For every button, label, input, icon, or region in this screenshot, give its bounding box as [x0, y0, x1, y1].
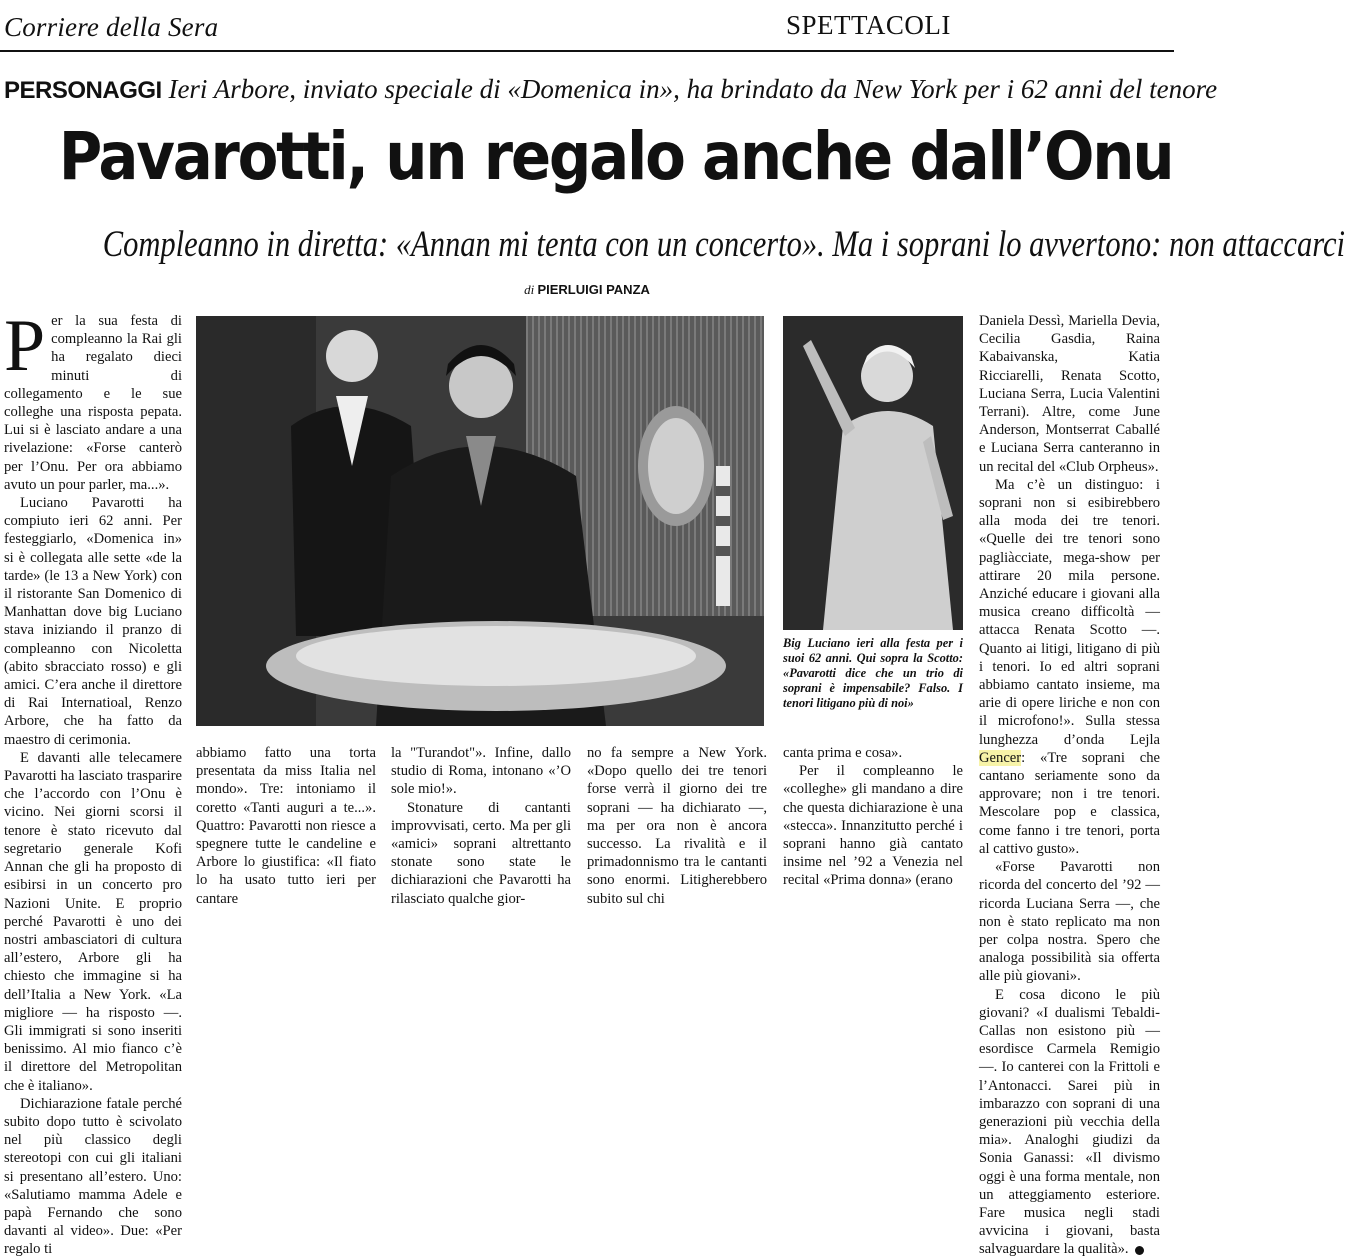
paragraph-text: er la sua festa di compleanno la Rai gli ha regalato dieci minuti di collegamento e le sue colleghe una risposta pepata. Lui si è lasciato andare a una rivelazione: «Forse canterò per l’Onu. Per ora abbiamo avuto un pour parler, ma...». [4, 313, 182, 493]
article-column-4 [587, 744, 767, 908]
kicker-text: Ieri Arbore, inviato speciale di «Domenica in», ha brindato da New York per i 62 anni del tenore [168, 74, 1218, 104]
drop-cap: P [4, 305, 46, 387]
paragraph: la "Turandot"». Infine, dallo studio di Roma, intonano «’O sole mio!». [391, 745, 571, 798]
newspaper-name: Corriere della Sera [4, 12, 219, 42]
byline-author: PIERLUIGI PANZA [537, 282, 650, 297]
article-column-6 [979, 312, 1160, 1259]
end-of-article-dot-icon [1135, 1246, 1144, 1255]
byline-prefix: di [524, 282, 535, 297]
side-photo-image [783, 316, 963, 630]
paragraph: Stonature di cantanti improvvisati, certo. Ma per gli «amici» soprani altrettanto stonate sono state le dichiarazioni che Pavarotti ha rilasciato qualche gior- [391, 799, 571, 907]
paragraph: canta prima e cosa». [783, 745, 903, 761]
kicker-label: PERSONAGGI [4, 77, 162, 104]
paragraph [979, 986, 1160, 1259]
article-column-5 [783, 744, 963, 890]
paragraph: no fa sempre a New York. «Dopo quello dei tre tenori forse verrà il giorno dei tre soprani — ha dichiarato —, ma per ora non è ancora successo. La rivalità e il primadonnismo tra le cantanti sono enormi. Litigherebbero subito sul chi [587, 745, 767, 907]
paragraph: abbiamo fatto una torta presentata da miss Italia nel mondo». Tre: intoniamo il coretto «Tanti auguri a te...». Quattro: Pavarotti non riesce a spegnere tutte le candeline e Arbore lo giustifica: «Il fiato lo ha usato tutto ieri per cantare [196, 745, 376, 907]
paragraph: Luciano Pavarotti ha compiuto ieri 62 anni. Per festeggiarlo, «Domenica in» si è collegata alle sette «de la tarde» (le 13 a New York) con il ristorante San Domenico di Manhattan dove big Luciano stava iniziando il pranzo di compleanno con Nicoletta (abito sbracciato rosso) e gli amici. C’era anche il direttore di Rai Internatioal, Renzo Arbore, che ha fatto da maestro di cerimonia. [4, 495, 182, 748]
top-rule [0, 50, 1174, 52]
byline [0, 282, 1174, 298]
photo-caption: Big Luciano ieri alla festa per i suoi 62 anni. Qui sopra la Scotto: «Pavarotti dice che un trio di soprani è impensabile? Falso. I tenori litigano più di noi» [783, 636, 963, 710]
subheadline: Compleanno in diretta: «Annan mi tenta con un concerto». Ma i soprani lo avvertono: non attaccarci [102, 224, 1345, 265]
kicker-row [4, 74, 1218, 105]
paragraph [979, 476, 1160, 858]
highlighted-name: Gencer [979, 749, 1022, 766]
side-photo [783, 316, 963, 630]
section-title: SPETTACOLI [786, 10, 951, 40]
paragraph: «Forse Pavarotti non ricorda del concerto del ’92 — ricorda Luciana Serra —, che non è stato replicato ma non per colpa nostra. Spero che analoga possibilità sia offerta alle più giovani». [979, 859, 1160, 985]
paragraph: E davanti alle telecamere Pavarotti ha lasciato trasparire che l’accordo con l’Onu è vicino. Nei giorni scorsi il tenore è stato ricevuto dal segretario generale Kofi Annan che gli ha proposto di esibirsi in un concerto pro Nazioni Unite. E proprio perché Pavarotti è uno dei nostri ambasciatori di cultura all’estero, Arbore gli ha chiesto che immagine si ha dell’Italia a New York. «La migliore — ha risposto —. Gli immigrati si sono inseriti benissimo. Al mio fianco c’è il direttore del Metropolitan che è italiano». [4, 749, 182, 1094]
paragraph-text: Ma c’è un distinguo: i soprani non si esibirebbero alla moda dei tre tenori. «Quelle dei tre tenori sono pagliàcciate, mega-show per attirare 20 mila persone. Anziché educare i giovani alla musica creano difficoltà — attacca Renata Scotto —. Quanto ai litigi, litigano di più i tenori. Io ed altri soprani abbiamo cantato insieme, ma arie di opere liriche e non con il microfono!». Sulla stessa lunghezza d’onda Lejla [979, 476, 1160, 748]
main-photo [196, 316, 764, 726]
article-column-3 [391, 744, 571, 908]
paragraph-text: E cosa dicono le più giovani? «I dualismi Tebaldi-Callas non esistono più — esordisce Carmela Remigio —. Io canterei con la Frittoli e l’Antonacci. Sarei più in imbarazzo con soprani di una generazioni più vecchia della mia». Analoghi giudizi da Sonia Ganassi: «Il divismo oggi è una forma mentale, non un atteggiamento esteriore. Fare musica negli stadi avvicina i giovani, basta salvaguardare la qualità». [979, 986, 1160, 1258]
article-column-2 [196, 744, 376, 908]
paragraph-text: : «Tre soprani che cantano seriamente sono da approvare; non i tre tenori. Mescolare pop e classica, come fanno i tre tenori, porta al cattivo gusto». [979, 749, 1160, 857]
article-column-1 [4, 305, 182, 1259]
paragraph: Per il compleanno le «colleghe» gli mandano a dire che questa dichiarazione è una «stecca». Innanzitutto perché i soprani hanno già cantato insime nel ’92 a Venezia nel recital «Prima donna» (erano [783, 763, 963, 889]
main-photo-image [196, 316, 764, 726]
paragraph: Daniela Dessì, Mariella Devia, Cecilia Gasdia, Raina Kabaivanska, Katia Ricciarelli, Renata Scotto, Luciana Serra, Lucia Valentini Terrani). Altre, come June Anderson, Montserrat Caballé e Luciana Serra canteranno in un recital del «Club Orpheus». [979, 313, 1160, 475]
paragraph: Dichiarazione fatale perché subito dopo tutto è scivolato nel più classico degli stereotopi con cui gli italiani si presentano all’estero. Uno: «Salutiamo mamma Adele e papà Fernando che sono davanti al video». Due: «Per regalo ti [4, 1095, 182, 1258]
headline: Pavarotti, un regalo anche dall’Onu [58, 118, 1173, 195]
paragraph [4, 305, 182, 494]
